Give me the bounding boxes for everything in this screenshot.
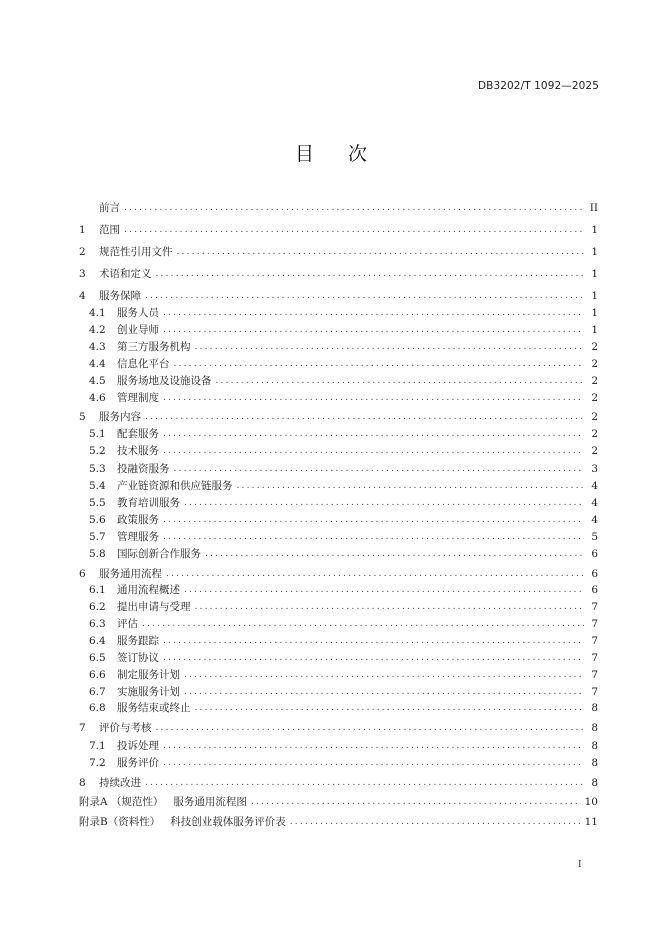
toc-entry-number: 8 [79, 777, 86, 789]
toc-entry-number: 5.2 [89, 445, 106, 457]
toc-entry-page: 2 [591, 358, 598, 370]
toc-entry[interactable] [79, 339, 598, 355]
toc-entry[interactable] [79, 616, 598, 632]
toc-entry[interactable] [79, 495, 598, 511]
toc-entry-page: 7 [591, 686, 598, 698]
toc-entry-page: 7 [591, 618, 598, 630]
toc-leader-dots [163, 529, 584, 545]
toc-entry-page: 8 [591, 777, 598, 789]
toc-entry-title: 服务人员 [117, 307, 159, 319]
toc-leader-dots [251, 794, 581, 810]
toc-leader-dots [205, 546, 584, 562]
toc-entry-page: 11 [584, 816, 598, 828]
toc-leader-dots [174, 461, 585, 477]
toc-leader-dots [216, 373, 585, 389]
toc-entry-page: 4 [591, 497, 598, 509]
toc-entry-number: 6.1 [89, 584, 106, 596]
standard-code: DB3202/T 1092—2025 [477, 80, 599, 92]
toc-leader-dots [163, 390, 584, 406]
toc-entry-number: 4 [79, 290, 86, 302]
toc-entry[interactable] [79, 684, 598, 700]
toc-entry-number: 6.8 [89, 702, 106, 714]
toc-entry-number: 5.6 [89, 514, 106, 526]
toc-entry[interactable] [79, 461, 598, 477]
toc-entry-number: 5.7 [89, 531, 106, 543]
toc-entry-page: 8 [591, 722, 598, 734]
toc-entry-title: 信息化平台 [117, 358, 170, 370]
toc-leader-dots [184, 582, 584, 598]
toc-entry-number: 5.3 [89, 463, 106, 475]
toc-entry[interactable] [79, 814, 598, 830]
toc-entry[interactable] [79, 305, 598, 321]
toc-entry[interactable] [79, 566, 598, 582]
toc-leader-dots [184, 684, 584, 700]
toc-leader-dots [163, 633, 584, 649]
toc-entry-number: 5.5 [89, 497, 106, 509]
toc-entry-title: 签订协议 [117, 652, 159, 664]
toc-entry-title: 通用流程概述 [117, 584, 180, 596]
toc-entry-title: 前言 [99, 202, 120, 214]
toc-leader-dots [163, 443, 584, 459]
toc-entry-page: 1 [591, 268, 598, 280]
toc-entry-title: 科技创业载体服务评价表 [170, 816, 286, 828]
toc-entry-page: II [589, 202, 598, 214]
toc-leader-dots [163, 512, 584, 528]
toc-entry-title: 服务跟踪 [117, 635, 159, 647]
toc-entry[interactable] [79, 288, 598, 304]
toc-entry-number: 7 [79, 722, 86, 734]
toc-entry[interactable] [79, 244, 598, 260]
toc-entry-number: 6.4 [89, 635, 106, 647]
toc-entry-number: 1 [79, 224, 86, 236]
toc-entry-title: 管理服务 [117, 531, 159, 543]
toc-leader-dots [195, 700, 585, 716]
toc-leader-dots [124, 200, 584, 216]
toc-entry-page: 10 [584, 796, 598, 808]
toc-entry-page: 2 [591, 428, 598, 440]
toc-leader-dots [163, 755, 584, 771]
toc-entry-number: 2 [79, 246, 86, 258]
toc-entry-title: 术语和定义 [99, 268, 152, 280]
toc-entry-title: 持续改进 [99, 777, 141, 789]
toc-entry-number: 4.5 [89, 375, 106, 387]
toc-entry[interactable] [79, 775, 598, 791]
toc-entry[interactable] [79, 650, 598, 666]
toc-leader-dots [142, 616, 584, 632]
toc-leader-dots [177, 244, 585, 260]
toc-entry-page: 7 [591, 635, 598, 647]
toc-entry[interactable] [79, 667, 598, 683]
toc-entry-number: 6.2 [89, 601, 106, 613]
toc-entry-number: 4.2 [89, 324, 106, 336]
toc-entry-title: 制定服务计划 [117, 669, 180, 681]
toc-leader-dots [290, 814, 581, 830]
toc-entry-title: 服务场地及设施设备 [117, 375, 212, 387]
toc-entry-page: 1 [591, 246, 598, 258]
toc-entry-page: 1 [591, 307, 598, 319]
toc-entry[interactable] [79, 546, 598, 562]
toc-entry-title: 评价与考核 [99, 722, 152, 734]
toc-entry-number: 附录B（资料性） [79, 816, 161, 828]
toc-entry-title: 第三方服务机构 [117, 341, 191, 353]
toc-entry-title: 国际创新合作服务 [117, 548, 201, 560]
toc-entry[interactable] [79, 222, 598, 238]
toc-entry-page: 2 [591, 411, 598, 423]
toc-entry-title: 技术服务 [117, 445, 159, 457]
toc-entry[interactable] [79, 582, 598, 598]
toc-entry-title: 实施服务计划 [117, 686, 180, 698]
toc-leader-dots [156, 720, 585, 736]
toc-leader-dots [145, 409, 584, 425]
toc-entry-title: 政策服务 [117, 514, 159, 526]
toc-entry[interactable] [79, 356, 598, 372]
toc-leader-dots [145, 288, 584, 304]
toc-entry[interactable] [79, 755, 598, 771]
toc-leader-dots [184, 667, 584, 683]
toc-leader-dots [237, 478, 585, 494]
toc-entry[interactable] [79, 390, 598, 406]
toc-entry-number: 6.3 [89, 618, 106, 630]
page-title: 目次 [294, 143, 401, 165]
toc-entry-page: 8 [591, 740, 598, 752]
toc-entry-title: 产业链资源和供应链服务 [117, 480, 233, 492]
toc-entry-page: 5 [591, 531, 598, 543]
toc-entry-page: 6 [591, 548, 598, 560]
toc-entry[interactable] [79, 409, 598, 425]
toc-entry-page: 2 [591, 445, 598, 457]
toc-entry-title: 服务评价 [117, 757, 159, 769]
toc-leader-dots [163, 650, 584, 666]
toc-entry-page: 6 [591, 568, 598, 580]
toc-entry-page: 2 [591, 341, 598, 353]
toc-entry[interactable] [79, 266, 598, 282]
toc-entry-number: 4.3 [89, 341, 106, 353]
toc-entry-number: 5.4 [89, 480, 106, 492]
toc-entry[interactable] [79, 599, 598, 615]
toc-entry-page: 7 [591, 652, 598, 664]
toc-entry[interactable] [79, 443, 598, 459]
toc-entry-number: 附录A （规范性） [79, 796, 164, 808]
toc-entry-number: 6.6 [89, 669, 106, 681]
toc-leader-dots [163, 305, 584, 321]
toc-entry-title: 范围 [99, 224, 120, 236]
page-number: I [578, 860, 582, 870]
toc-entry[interactable] [79, 794, 598, 810]
toc-entry-number: 6.7 [89, 686, 106, 698]
toc-entry-title: 创业导师 [117, 324, 159, 336]
toc-entry-title: 投融资服务 [117, 463, 170, 475]
toc-entry[interactable] [79, 512, 598, 528]
toc-leader-dots [163, 426, 584, 442]
toc-leader-dots [124, 222, 584, 238]
toc-leader-dots [163, 322, 584, 338]
toc-entry[interactable] [79, 426, 598, 442]
toc-entry-page: 1 [591, 290, 598, 302]
toc-entry-number: 7.2 [89, 757, 106, 769]
toc-entry-page: 1 [591, 324, 598, 336]
toc-entry[interactable] [79, 720, 598, 736]
toc-entry-number: 5.1 [89, 428, 106, 440]
toc-entry-page: 3 [591, 463, 598, 475]
toc-entry[interactable] [79, 633, 598, 649]
toc-entry-number: 7.1 [89, 740, 106, 752]
toc-leader-dots [174, 356, 585, 372]
toc-entry-title: 服务通用流程图 [173, 796, 247, 808]
toc-entry-title: 配套服务 [117, 428, 159, 440]
toc-leader-dots [195, 339, 585, 355]
toc-entry-title: 评估 [117, 618, 138, 630]
toc-entry[interactable] [79, 738, 598, 754]
toc-entry-page: 6 [591, 584, 598, 596]
toc-entry-title: 服务保障 [99, 290, 141, 302]
toc-entry-page: 4 [591, 480, 598, 492]
toc-entry-page: 8 [591, 757, 598, 769]
toc-entry-page: 4 [591, 514, 598, 526]
toc-entry[interactable] [79, 700, 598, 716]
toc-entry[interactable] [79, 200, 598, 216]
toc-entry-number: 4.4 [89, 358, 106, 370]
toc-entry-title: 服务通用流程 [99, 568, 162, 580]
toc-entry-number: 5.8 [89, 548, 106, 560]
toc-entry-page: 7 [591, 669, 598, 681]
toc-leader-dots [166, 566, 584, 582]
toc-entry-page: 7 [591, 601, 598, 613]
toc-entry-title: 提出申请与受理 [117, 601, 191, 613]
toc-entry[interactable] [79, 529, 598, 545]
toc-leader-dots [145, 775, 584, 791]
toc-entry[interactable] [79, 373, 598, 389]
toc-entry-title: 服务结束或终止 [117, 702, 191, 714]
toc-leader-dots [156, 266, 585, 282]
toc-entry-title: 教育培训服务 [117, 497, 180, 509]
toc-entry[interactable] [79, 478, 598, 494]
toc-entry-page: 1 [591, 224, 598, 236]
toc-entry-title: 投诉处理 [117, 740, 159, 752]
toc-leader-dots [184, 495, 584, 511]
toc-entry-page: 8 [591, 702, 598, 714]
toc-entry-number: 6 [79, 568, 86, 580]
toc-entry-number: 5 [79, 411, 86, 423]
toc-leader-dots [163, 738, 584, 754]
toc-entry-number: 6.5 [89, 652, 106, 664]
toc-entry-page: 2 [591, 392, 598, 404]
toc-entry-title: 管理制度 [117, 392, 159, 404]
toc-entry-page: 2 [591, 375, 598, 387]
toc-entry-number: 4.6 [89, 392, 106, 404]
toc-entry-title: 服务内容 [99, 411, 141, 423]
toc-entry-number: 4.1 [89, 307, 106, 319]
toc-leader-dots [195, 599, 585, 615]
toc-entry[interactable] [79, 322, 598, 338]
toc-entry-title: 规范性引用文件 [99, 246, 173, 258]
toc-entry-number: 3 [79, 268, 86, 280]
